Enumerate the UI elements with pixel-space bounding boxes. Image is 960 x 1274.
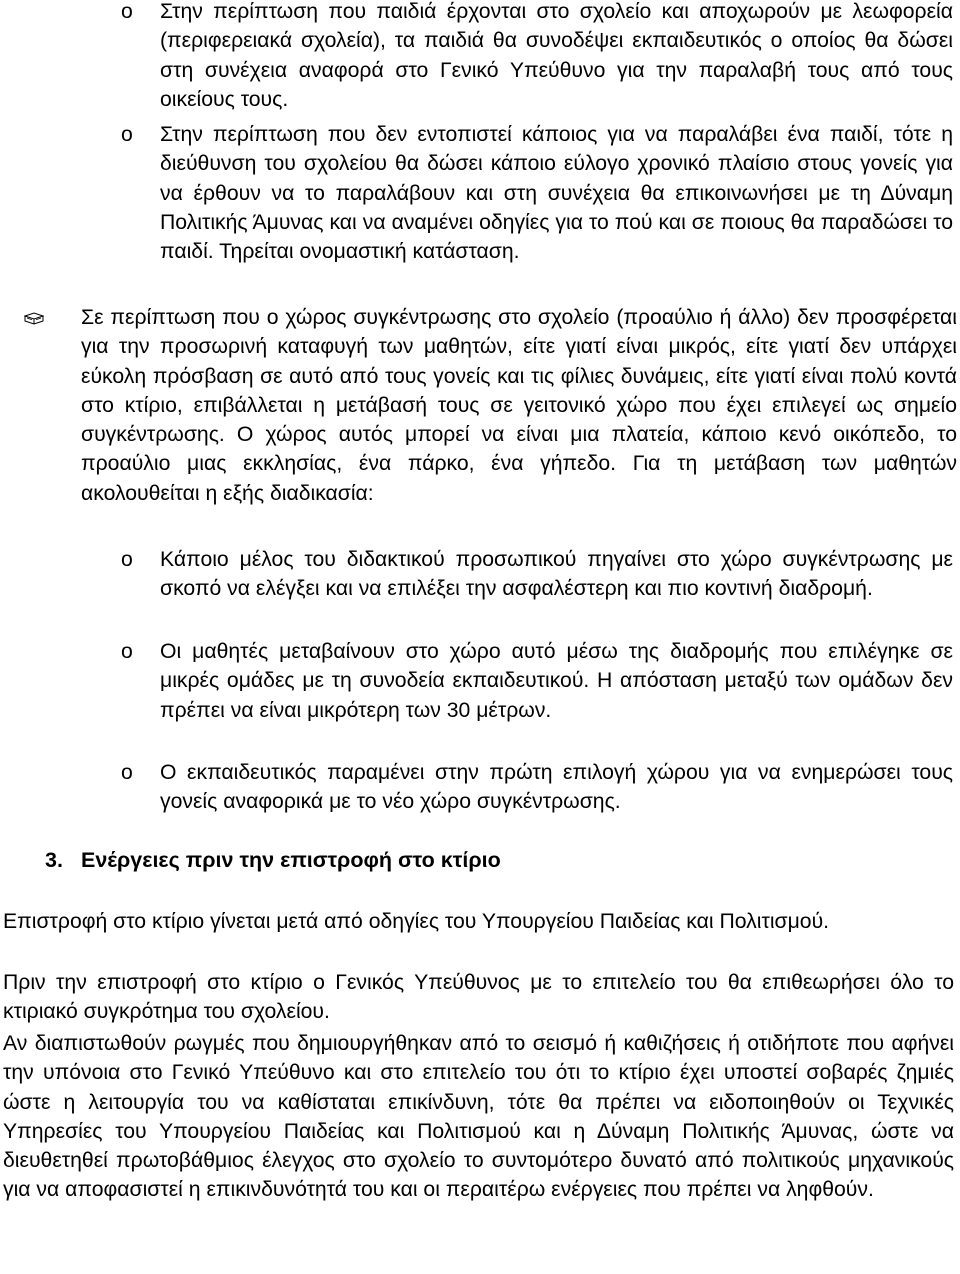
list-item: [121, 637, 953, 725]
list-item-text: Σε περίπτωση που ο χώρος συγκέντρωσης στο σχολείο (προαύλιο ή άλλο) δεν προσφέρεται για την προσωρινή καταφυγή των μαθητών, είτε γιατί είναι μικρός, είτε γιατί δεν υπάρχει εύκολη πρόσβαση σε αυτό από τους γονείς και τις φίλιες δυνάμεις, είτε γιατί είναι πολύ κοντά στο κτίριο, επιβάλλεται η μετάβασή τους σε γειτονικό χώρο που έχει επιλεγεί ως σημείο συγκέντρωσης. Ο χώρος αυτός μπορεί να είναι μια πλατεία, κάποιο κενό οικόπεδο, το προαύλιο μιας εκκλησίας, ένα πάρκο, ένα γήπεδο. Για τη μετάβαση των μαθητών ακολουθείται η εξής διαδικασία:: [81, 306, 957, 505]
paragraph: Αν διαπιστωθούν ρωγμές που δημιουργήθηκαν από το σεισμό ή καθιζήσεις ή οτιδήποτε που αφήνει την υπόνοια στο Γενικό Υπεύθυνο και στο επιτελείο του ότι το κτίριο έχει υποστεί σοβαρές ζημιές ώστε η λειτουργία του να καθίσταται επικίνδυνη, τότε θα πρέπει να ειδοποιηθούν οι Τεχνικές Υπηρεσίες του Υπουργείου Παιδείας και Πολιτισμού και η Δύναμη Πολιτικής Άμυνας, ώστε να διευθετηθεί πρωτοβάθμιος έλεγχος στο σχολείο το συντομότερο δυνατό από πολιτικούς μηχανικούς για να αποφασιστεί η επικινδυνότητά του και οι περαιτέρω ενέργειες που πρέπει να ληφθούν.: [3, 1032, 954, 1202]
bullet-marker: o: [121, 761, 133, 784]
list-item: [121, 120, 953, 266]
list-item-text: Στην περίπτωση που δεν εντοπιστεί κάποιος για να παραλάβει ένα παιδί, τότε η διεύθυνση του σχολείου θα δώσει κάποιο εύλογο χρονικό πλαίσιο στους γονείς για να έρθουν να το παραλάβουν και στη συνέχεια θα επικοινωνήσει με τη Δύναμη Πολιτικής Άμυνας και να αναμένει οδηγίες για το πού και σε ποιους θα παραδώσει το παιδί. Τηρείται ονομαστική κατάσταση.: [160, 123, 953, 264]
list-item-text: Οι μαθητές μεταβαίνουν στο χώρο αυτό μέσω της διαδρομής που επιλέγηκε σε μικρές ομάδες με τη συνοδεία εκπαιδευτικού. Η απόσταση μεταξύ των ομάδων δεν πρέπει να είναι μικρότερη των 30 μέτρων.: [160, 640, 953, 722]
section-number: 3.: [45, 848, 63, 872]
bullet-marker: o: [121, 0, 133, 23]
list-item-text: Στην περίπτωση που παιδιά έρχονται στο σχολείο και αποχωρούν με λεωφορεία (περιφερειακά σχολεία), τα παιδιά θα συνοδέψει εκπαιδευτικός ο οποίος θα δώσει στη συνέχεια αναφορά στο Γενικό Υπεύθυνο για την παραλαβή τους από τους οικείους τους.: [160, 0, 953, 111]
list-item-text: Κάποιο μέλος του διδακτικού προσωπικού πηγαίνει στο χώρο συγκέντρωσης με σκοπό να ελέγξει και να επιλέξει την ασφαλέστερη και πιο κοντινή διαδρομή.: [160, 548, 953, 601]
list-item: [121, 758, 953, 817]
list-item-text: Ο εκπαιδευτικός παραμένει στην πρώτη επιλογή χώρου για να ενημερώσει τους γονείς αναφορικά με το νέο χώρο συγκέντρωσης.: [160, 761, 953, 814]
list-item: [121, 0, 953, 114]
bullet-marker: o: [121, 123, 133, 146]
list-item: [121, 545, 953, 604]
paragraph: Επιστροφή στο κτίριο γίνεται μετά από οδηγίες του Υπουργείου Παιδείας και Πολιτισμού.: [3, 910, 830, 933]
section-title: Ενέργειες πριν την επιστροφή στο κτίριο: [81, 848, 501, 872]
list-item: [81, 303, 957, 508]
paragraph: Πριν την επιστροφή στο κτίριο ο Γενικός Υπεύθυνος με το επιτελείο του θα επιθεωρήσει όλο το κτιριακό συγκρότημα του σχολείου.: [3, 971, 954, 1024]
bullet-marker: o: [121, 548, 133, 571]
section-heading: [45, 846, 501, 875]
book-icon: [24, 312, 44, 326]
bullet-marker: o: [121, 640, 133, 663]
